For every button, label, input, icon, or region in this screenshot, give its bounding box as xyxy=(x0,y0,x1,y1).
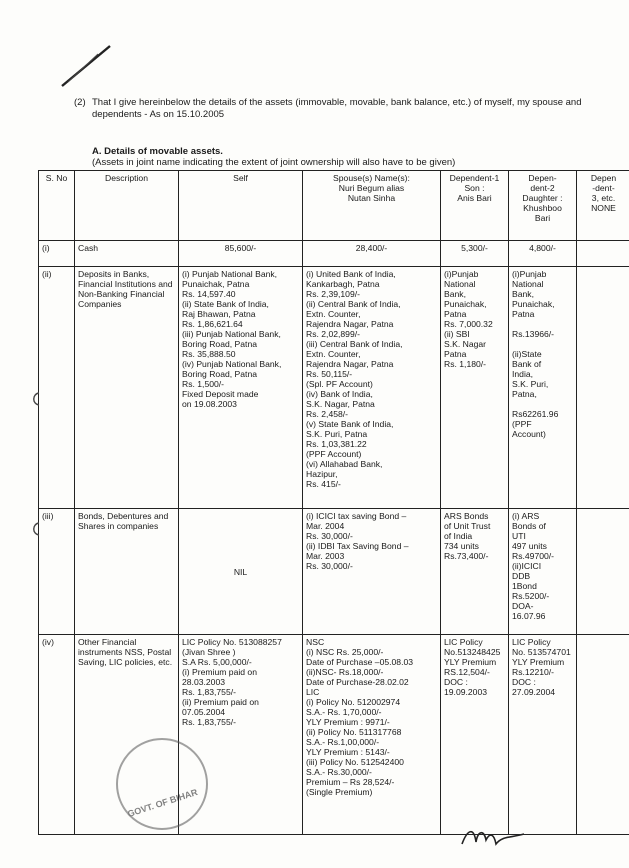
table-row xyxy=(39,267,629,509)
cell-self: LIC Policy No. 513088257 (Jivan Shree ) S.A Rs. 5,00,000/- (i) Premium paid on 28.03.2003 Rs. 1,83,755/- (ii) Premium paid on 07.05.2004 Rs. 1,83,755/- xyxy=(179,635,303,835)
scan-pen-mark-icon xyxy=(58,40,118,90)
header-dependent-1: Dependent-1 Son : Anis Bari xyxy=(441,171,509,241)
cell-description: Cash xyxy=(75,241,179,267)
cell-description: Other Financial instruments NSS, Postal Saving, LIC policies, etc. xyxy=(75,635,179,835)
header-sno: S. No xyxy=(39,171,75,241)
cell-dependent-3 xyxy=(577,241,629,267)
movable-assets-table xyxy=(38,170,629,835)
cell-spouse: (i) ICICI tax saving Bond – Mar. 2004 Rs. 30,000/- (ii) IDBI Tax Saving Bond – Mar. 2003 Rs. 30,000/- xyxy=(303,509,441,635)
punch-hole-icon xyxy=(30,522,42,536)
cell-description: Deposits in Banks, Financial Institutions and Non-Banking Financial Companies xyxy=(75,267,179,509)
cell-dependent-1: 5,300/- xyxy=(441,241,509,267)
cell-self: NIL xyxy=(179,509,303,635)
cell-dependent-2: (i) ARS Bonds of UTI 497 units Rs.49700/- (ii)ICICI DDB 1Bond Rs.5200/- DOA- 16.07.96 xyxy=(509,509,577,635)
cell-sno: (iii) xyxy=(39,509,75,635)
stamp-text: GOVT. OF BIHAR xyxy=(126,786,199,820)
paragraph-text: That I give hereinbelow the details of the assets (immovable, movable, bank balance, etc.) of myself, my spouse and dependents - As on 15.10.2005 xyxy=(92,97,582,120)
cell-dependent-1: ARS Bonds of Unit Trust of India 734 units Rs.73,400/- xyxy=(441,509,509,635)
section-label: A. Details of movable assets. xyxy=(92,146,223,157)
cell-dependent-3 xyxy=(577,635,629,835)
cell-dependent-2: LIC Policy No. 513574701 YLY Premium Rs.12210/- DOC : 27.09.2004 xyxy=(509,635,577,835)
cell-description: Bonds, Debentures and Shares in companies xyxy=(75,509,179,635)
handwritten-signature-icon xyxy=(458,822,528,852)
table-row xyxy=(39,241,629,267)
official-seal-stamp xyxy=(116,738,208,830)
cell-spouse: (i) United Bank of India, Kankarbagh, Patna Rs. 2,39,109/- (ii) Central Bank of India, Extn. Counter, Rajendra Nagar, Patna Rs. 2,02,899/- (iii) Central Bank of India, Extn. Counter, Rajendra Nagar, Patna Rs. 50,115/- (Spl. PF Account) (iv) Bank of India, S.K. Nagar, Patna Rs. 2,458/- (v) State Bank of India, S.K. Puri, Patna Rs. 1,03,381.22 (PPF Account) (vi) Allahabad Bank, Hazipur, Rs. 415/- xyxy=(303,267,441,509)
table-row xyxy=(39,509,629,635)
header-self: Self xyxy=(179,171,303,241)
cell-sno: (iv) xyxy=(39,635,75,835)
cell-dependent-1: LIC Policy No.513248425 YLY Premium RS.12,504/- DOC : 19.09.2003 xyxy=(441,635,509,835)
cell-self: 85,600/- xyxy=(179,241,303,267)
cell-dependent-1: (i)Punjab National Bank, Punaichak, Patna Rs. 7,000.32 (ii) SBI S.K. Nagar Patna Rs. 1,180/- xyxy=(441,267,509,509)
cell-spouse: 28,400/- xyxy=(303,241,441,267)
cell-dependent-3 xyxy=(577,509,629,635)
cell-dependent-2: 4,800/- xyxy=(509,241,577,267)
cell-dependent-2: (i)Punjab National Bank, Punaichak, Patna Rs.13966/- (ii)State Bank of India, S.K. Puri, Patna, Rs62261.96 (PPF Account) xyxy=(509,267,577,509)
cell-dependent-3 xyxy=(577,267,629,509)
cell-sno: (ii) xyxy=(39,267,75,509)
table-header-row xyxy=(39,171,629,241)
header-dependent-3: Depen -dent- 3, etc. NONE xyxy=(577,171,629,241)
cell-spouse: NSC (i) NSC Rs. 25,000/- Date of Purchase –05.08.03 (ii)NSC- Rs.18,000/- Date of Purchase-28.02.02 LIC (i) Policy No. 512002974 S.A.- Rs. 1,70,000/- YLY Premium : 9971/- (ii) Policy No. 511317768 S.A.- Rs.1,00,000/- YLY Premium : 5143/- (iii) Policy No. 512542400 S.A.- Rs.30,000/- Premium – Rs 28,524/- (Single Premium) xyxy=(303,635,441,835)
section-heading xyxy=(92,146,572,168)
header-dependent-2: Depen- dent-2 Daughter : Khushboo Bari xyxy=(509,171,577,241)
cell-sno: (i) xyxy=(39,241,75,267)
header-description: Description xyxy=(75,171,179,241)
header-spouse: Spouse(s) Name(s): Nuri Begum alias Nutan Sinha xyxy=(303,171,441,241)
punch-hole-icon xyxy=(30,392,42,406)
section-note: (Assets in joint name indicating the extent of joint ownership will also have to be given) xyxy=(92,157,456,168)
paragraph-number: (2) xyxy=(74,97,86,108)
cell-self: (i) Punjab National Bank, Punaichak, Patna Rs. 14,597.40 (ii) State Bank of India, Raj Bhawan, Patna Rs. 1,86,621.64 (iii) Punjab National Bank, Boring Road, Patna Rs. 35,888.50 (iv) Punjab National Bank, Boring Road, Patna Rs. 1,500/- Fixed Deposit made on 19.08.2003 xyxy=(179,267,303,509)
